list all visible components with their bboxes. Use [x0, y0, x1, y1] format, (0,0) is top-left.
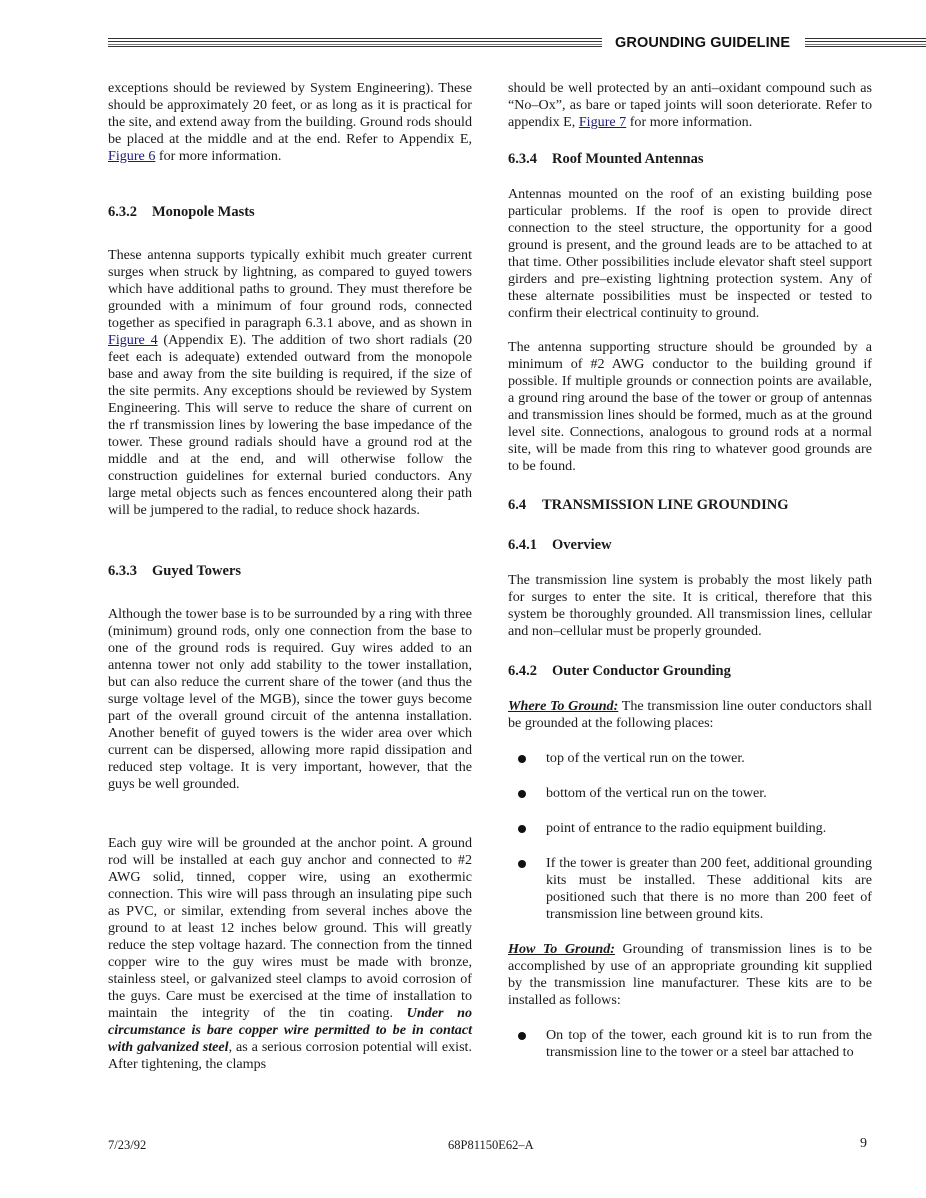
intro-paragraph: exceptions should be reviewed by System Engineering). These should be approximately 20 feet, or as long as it is practical for the site, and extend away from the building. Ground rods should be placed at the middle and at the end. Refer to Appendix E, Figure 6 for more information.	[108, 80, 472, 164]
warning-text: Under no circumstance is bare copper wire permitted to be in contact with galvanized steel	[108, 1005, 472, 1055]
header-rule-left	[108, 38, 602, 47]
heading-6-3-2: 6.3.2 Monopole Masts	[108, 204, 255, 220]
figure-6-link[interactable]: Figure 6	[108, 148, 156, 164]
page-number: 9	[860, 1136, 867, 1151]
header-rule-right	[805, 38, 926, 47]
figure-4-link[interactable]: Figure 4	[108, 332, 158, 348]
bullet-icon	[518, 825, 526, 833]
list-item: top of the vertical run on the tower.	[508, 750, 872, 767]
heading-6-4-2: 6.4.2 Outer Conductor Grounding	[508, 663, 731, 679]
header-title: GROUNDING GUIDELINE	[615, 35, 791, 51]
heading-6-3-3: 6.3.3 Guyed Towers	[108, 563, 242, 579]
where-to-ground-label: Where To Ground:	[508, 698, 619, 714]
how-to-ground-paragraph: How To Ground: Grounding of transmission lines is to be accomplished by use of an appropriate grounding kit supplied by the transmission line manufacturer. These kits are to be installed as follows:	[508, 941, 872, 1008]
bullet-icon	[518, 1032, 526, 1040]
bullet-icon	[518, 860, 526, 868]
overview-paragraph: The transmission line system is probably the most likely path for surges to enter the site. It is critical, therefore that this system be thoroughly grounded. All transmission lines, cellular and non–cellular must be properly grounded.	[508, 572, 872, 639]
left-column	[108, 80, 472, 1073]
footer-date: 7/23/92	[108, 1138, 147, 1152]
how-to-ground-label: How To Ground:	[508, 941, 615, 957]
heading-6-4-1: 6.4.1 Overview	[508, 537, 612, 553]
list-item: point of entrance to the radio equipment building.	[508, 820, 872, 837]
where-to-ground-list	[508, 750, 872, 923]
where-to-ground-paragraph: Where To Ground: The transmission line outer conductors shall be grounded at the following places:	[508, 698, 872, 731]
list-item: If the tower is greater than 200 feet, additional grounding kits must be installed. These additional kits are positioned such that there is no more than 200 feet of transmission line between ground kits.	[508, 855, 872, 923]
list-item: On top of the tower, each ground kit is to run from the transmission line to the tower or a steel bar attached to	[508, 1027, 872, 1061]
bullet-icon	[518, 790, 526, 798]
monopole-paragraph: These antenna supports typically exhibit much greater current surges when struck by lightning, as compared to guyed towers which have additional paths to ground. They must therefore be grounded with a minimum of four ground rods, connected together as specified in paragraph 6.3.1 above, and as shown in Figure 4 (Appendix E). The addition of two short radials (20 feet each is adequate) extended outward from the monopole base and away from the site building is required, if the size of the site permits. Any exceptions should be reviewed by System Engineering. This will serve to reduce the share of current on the rf transmission lines by lowering the base impedance of the tower. These ground radials should have a ground rod at the middle and at the end, and will otherwise follow the construction guidelines for external buried conductors. Any large metal objects such as fences encountered along their path will be jumpered to the radial, to reduce shock hazards.	[108, 247, 472, 518]
footer-document-number: 68P81150E62–A	[448, 1138, 534, 1152]
roof-antennas-paragraph-2: The antenna supporting structure should be grounded by a minimum of #2 AWG conductor to the building ground if possible. If multiple grounds or connection points are available, a ground ring around the base of the tower or group of antennas and transmission lines should be formed, much as at the ground level site. Connections, analogous to ground rods at a normal site, will be made from this ring to whatever good grounds are to be found.	[508, 339, 872, 474]
roof-antennas-paragraph-1: Antennas mounted on the roof of an existing building pose particular problems. If the roof is open to provide direct connection to the steel structure, the opportunity for a good ground is present, and the ground leads are to be attached to at that time. Other possibilities include elevator shaft steel support girders and pre–existing lightning protection system. Any of these alternate possibilities must be inspected or tested to confirm their electrical continuity to ground.	[508, 186, 872, 321]
list-item: bottom of the vertical run on the tower.	[508, 785, 872, 802]
heading-6-3-4: 6.3.4 Roof Mounted Antennas	[508, 151, 704, 167]
how-to-ground-list	[508, 1027, 872, 1061]
figure-7-link[interactable]: Figure 7	[578, 114, 627, 130]
bullet-icon	[518, 755, 526, 763]
heading-6-4: 6.4 TRANSMISSION LINE GROUNDING	[508, 497, 789, 513]
page-header	[108, 34, 926, 52]
right-column	[508, 80, 872, 1061]
guyed-towers-paragraph-2: Each guy wire will be grounded at the anchor point. A ground rod will be installed at each guy anchor and connected to #2 AWG solid, tinned, copper wire, using an exothermic connection. This wire will pass through an insulating pipe such as PVC, or similar, extending from several inches above the ground to at least 12 inches below ground. This will greatly reduce the step voltage hazard. The connection from the tinned copper wire to the guy wires must be made with bronze, stainless steel, or galvanized steel clamps to avoid corrosion of the guys. Care must be exercised at the time of installation to maintain the integrity of the tin coating. Under no circumstance is bare copper wire permitted to be in contact with galvanized steel, as a serious corrosion potential will exist. After tightening, the clamps	[108, 835, 472, 1072]
continuation-paragraph: should be well protected by an anti–oxidant compound such as “No–Ox”, as bare or taped joints will soon deteriorate. Refer to appendix E, Figure 7 for more information.	[508, 80, 872, 130]
guyed-towers-paragraph-1: Although the tower base is to be surrounded by a ring with three (minimum) ground rods, only one connection from the base to one of the ground rods is required. Guy wires added to an antenna tower not only add stability to the tower installation, but can also reduce the current share of the tower (and thus the surge voltage level of the MGB), since the tower guys become part of the overall ground circuit of the antenna installation. Another benefit of guyed towers is the wider area over which current can be dispersed, allowing more rapid dissipation and reduced step voltage. It is very important, however, that the guys be well grounded.	[108, 606, 472, 792]
